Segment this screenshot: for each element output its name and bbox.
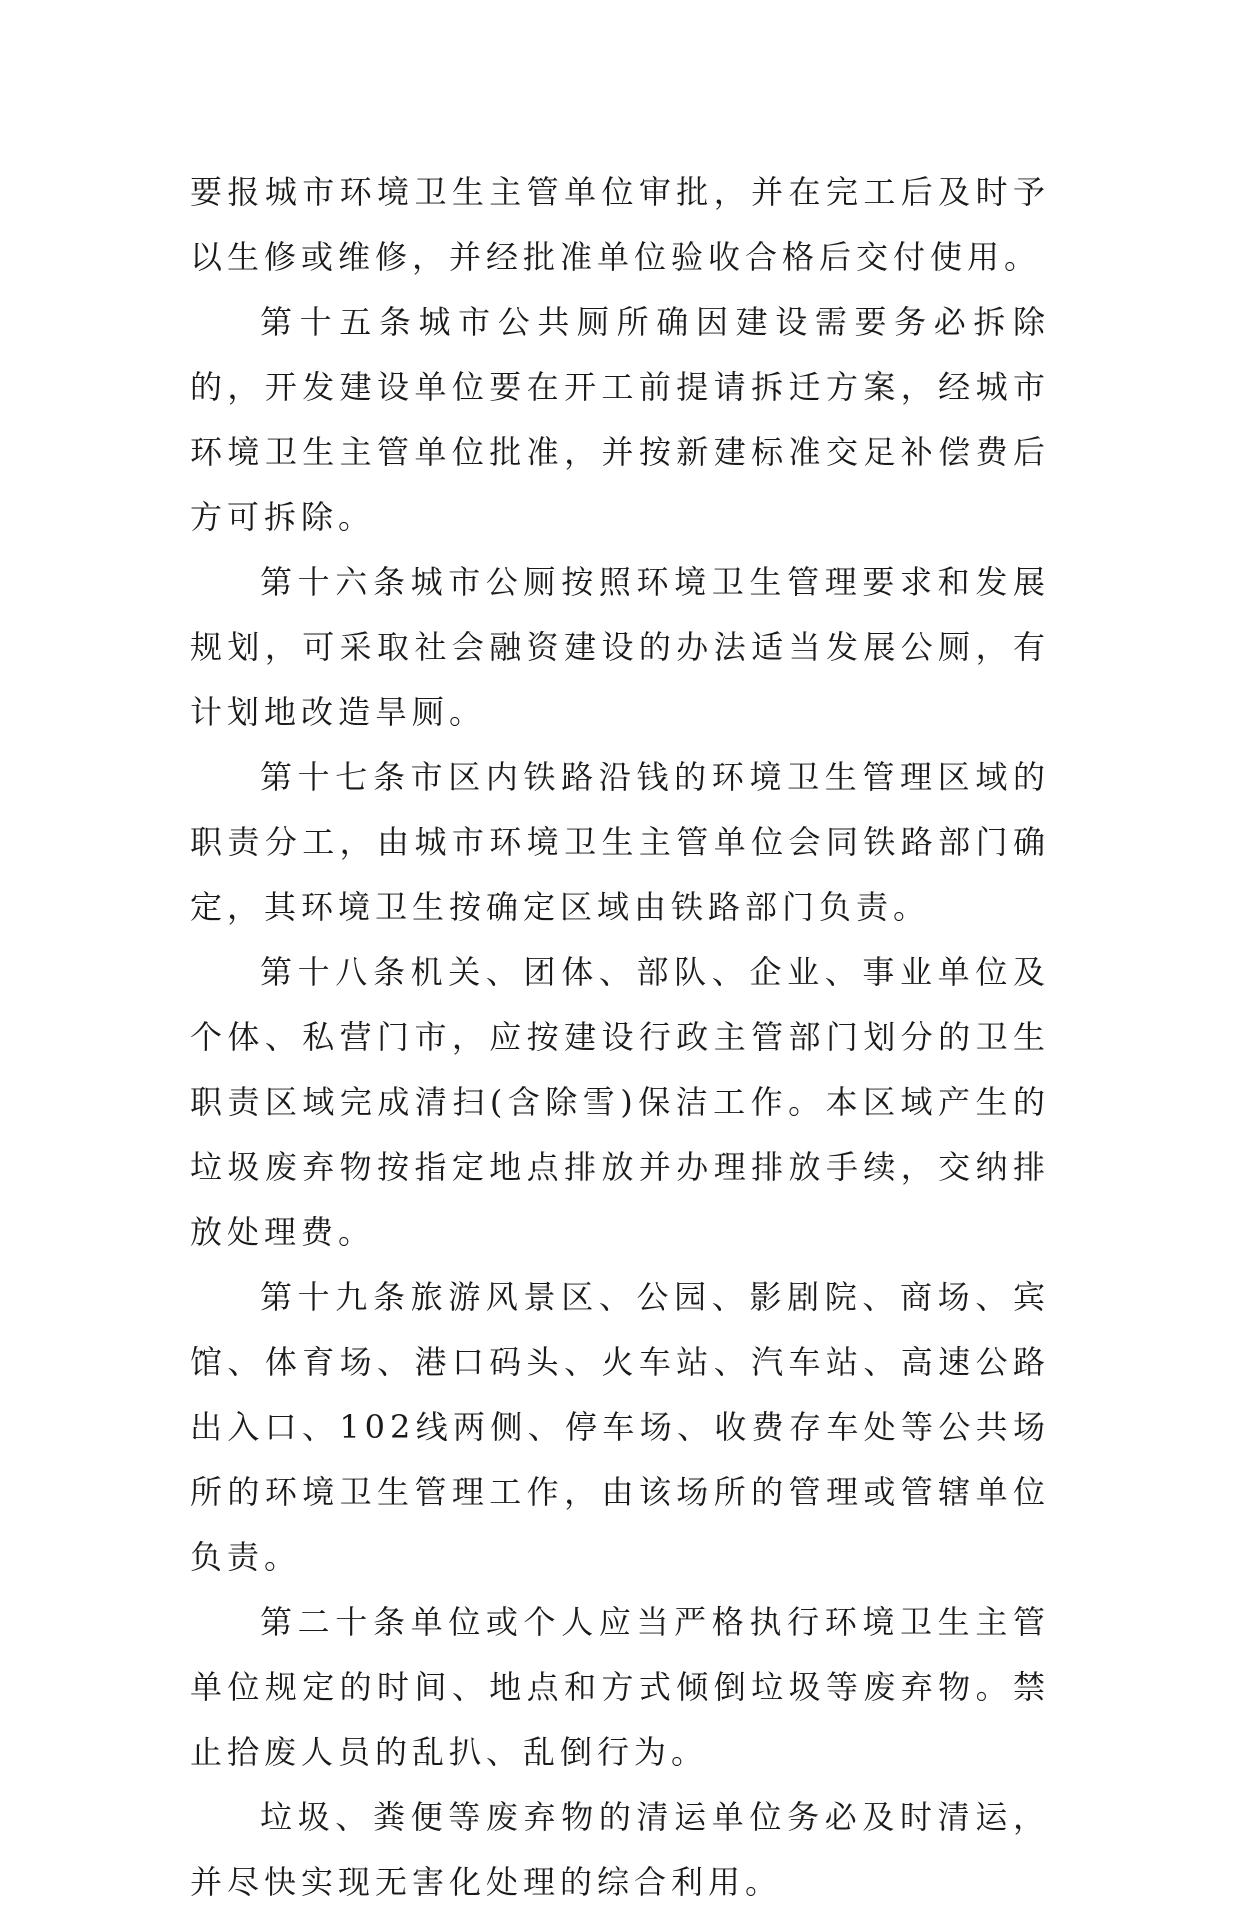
paragraph-article-15: 第十五条城市公共厕所确因建设需要务必拆除的，开发建设单位要在开工前提请拆迁方案，经城市环境卫生主管单位批准，并按新建标准交足补偿费后方可拆除。 [190,303,1050,536]
paragraph-continuation: 要报城市环境卫生主管单位审批，并在完工后及时予以生修或维修，并经批准单位验收合格后交付使用。 [190,173,1050,276]
paragraph-article-16: 第十六条城市公厕按照环境卫生管理要求和发展规划，可采取社会融资建设的办法适当发展公厕，有计划地改造旱厕。 [190,563,1050,731]
paragraph-article-20: 第二十条单位或个人应当严格执行环境卫生主管单位规定的时间、地点和方式倾倒垃圾等废弃物。禁止拾废人员的乱扒、乱倒行为。 [190,1603,1050,1771]
paragraph-article-19: 第十九条旅游风景区、公园、影剧院、商场、宾馆、体育场、港口码头、火车站、汽车站、高速公路出入口、102线两侧、停车场、收费存车处等公共场所的环境卫生管理工作，由该场所的管理或管辖单位负责。 [190,1278,1050,1576]
paragraph-article-17: 第十七条市区内铁路沿钱的环境卫生管理区域的职责分工，由城市环境卫生主管单位会同铁路部门确定，其环境卫生按确定区域由铁路部门负责。 [190,758,1050,926]
paragraph-article-18: 第十八条机关、团体、部队、企业、事业单位及个体、私营门市，应按建设行政主管部门划分的卫生职责区域完成清扫(含除雪)保洁工作。本区域产生的垃圾废弃物按指定地点排放并办理排放手续，交纳排放处理费。 [190,953,1050,1251]
paragraph-waste-removal: 垃圾、粪便等废弃物的清运单位务必及时清运，并尽快实现无害化处理的综合利用。 [190,1798,1050,1901]
document-body [190,160,1050,1915]
